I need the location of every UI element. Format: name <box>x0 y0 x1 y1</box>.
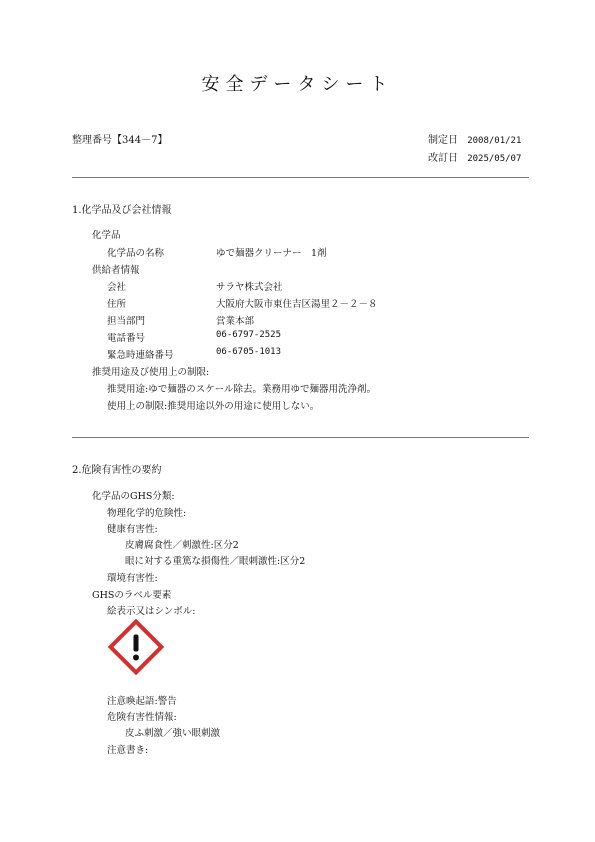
section1-heading: 1.化学品及び会社情報 <box>72 205 172 216</box>
revised-date: 2025/05/07 <box>467 154 522 164</box>
emergency-value: 06-6705-1013 <box>216 347 282 357</box>
product-name-label: 化学品の名称 <box>107 248 165 259</box>
revised-label: 改訂日 <box>428 153 458 164</box>
revised-date-row <box>428 149 521 164</box>
address-value: 大阪府大阪市東住吉区湯里２－２－８ <box>216 299 378 310</box>
department-value: 営業本部 <box>216 316 255 327</box>
section2-heading: 2.危険有害性の要約 <box>72 465 162 476</box>
address-label: 住所 <box>107 299 127 310</box>
pictogram-label: 絵表示又はシンボル: <box>107 606 196 617</box>
phone-value: 06-6797-2525 <box>216 330 282 340</box>
ghs-classification-label: 化学品のGHS分類: <box>92 491 175 502</box>
environmental-hazard-label: 環境有害性: <box>107 573 158 584</box>
hazard-info-value: 皮ふ刺激／強い眼刺激 <box>125 728 221 739</box>
precaution-label: 注意書き: <box>107 745 149 756</box>
chemical-label: 化学品 <box>92 230 121 241</box>
section-divider <box>72 437 529 438</box>
exclamation-mark-icon <box>108 619 164 675</box>
emergency-label: 緊急時連絡番号 <box>107 350 174 361</box>
product-name-value: ゆで麺器クリーナー 1剤 <box>216 248 327 259</box>
phone-label: 電話番号 <box>107 333 146 344</box>
supplier-label: 供給者情報 <box>92 265 140 276</box>
use-heading: 推奨用途及び使用上の制限: <box>92 367 210 378</box>
skin-hazard: 皮膚腐食性／刺激性:区分2 <box>125 540 239 551</box>
ghs-label-elements: GHSのラベル要素 <box>92 590 172 601</box>
use-restriction: 使用上の制限:推奨用途以外の用途に使用しない。 <box>107 401 320 412</box>
document-number: 整理番号【344－7】 <box>72 135 168 146</box>
company-label: 会社 <box>107 282 127 293</box>
document-title: 安全データシート <box>201 74 394 95</box>
created-date: 2008/01/21 <box>467 136 522 146</box>
header-divider <box>72 177 529 178</box>
health-hazard-label: 健康有害性: <box>107 524 158 535</box>
recommended-use: 推奨用途:ゆで麺器のスケール除去。業務用ゆで麺器用洗浄剤。 <box>107 384 377 395</box>
company-value: サラヤ株式会社 <box>216 282 283 293</box>
created-date-row <box>428 131 521 146</box>
eye-hazard: 眼に対する重篤な損傷性／眼刺激性:区分2 <box>125 556 306 567</box>
created-label: 制定日 <box>428 135 458 146</box>
hazard-info-label: 危険有害性情報: <box>107 712 177 723</box>
physchem-hazard-label: 物理化学的危険性: <box>107 508 187 519</box>
signal-word: 注意喚起語:警告 <box>107 696 177 707</box>
department-label: 担当部門 <box>107 316 146 327</box>
